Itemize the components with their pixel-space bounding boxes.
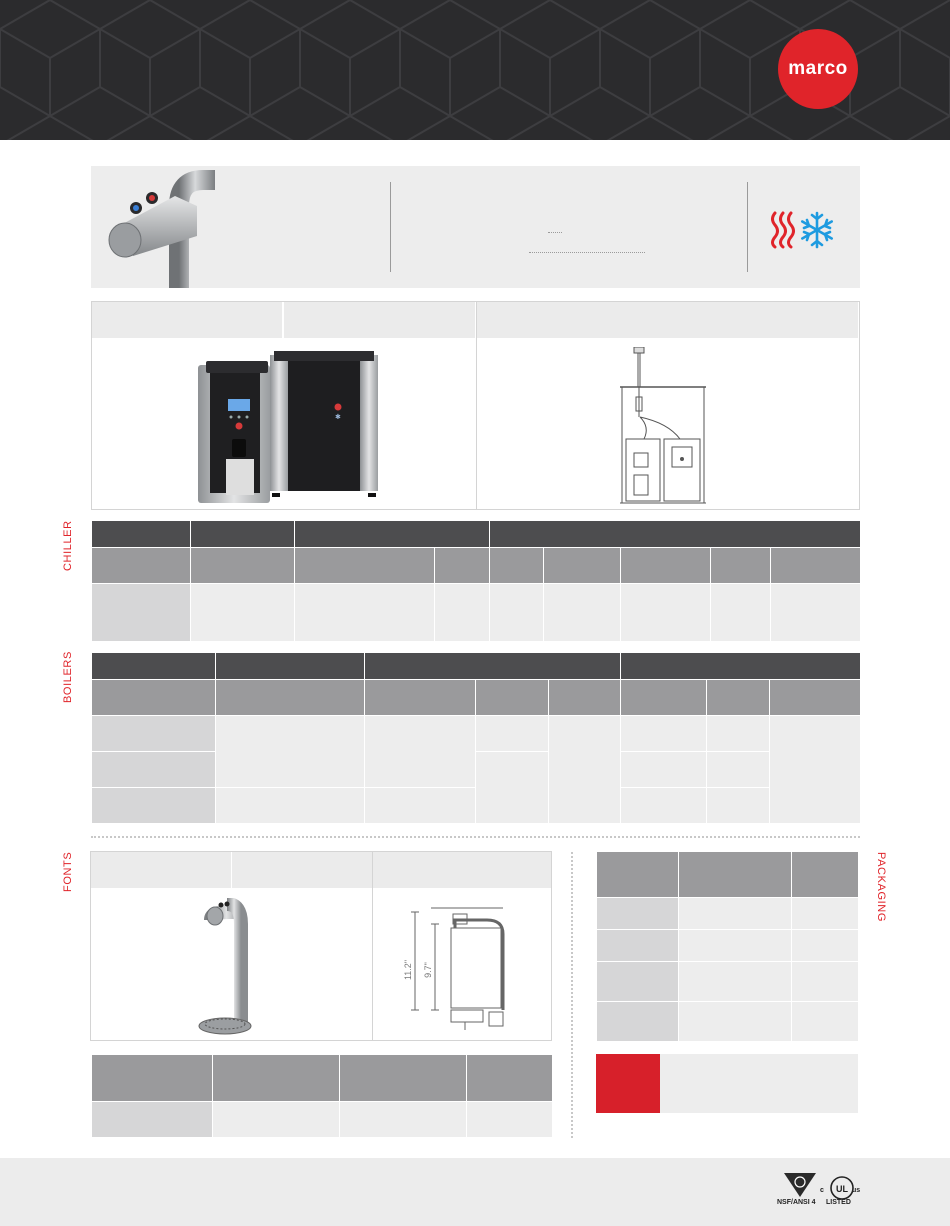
nsf-label: NSF/ANSI 4 — [777, 1199, 816, 1206]
dotted-leader — [529, 252, 645, 253]
chiller-spec-table — [91, 520, 861, 642]
hero-divider — [747, 182, 748, 272]
page-header — [0, 0, 950, 140]
section-label-boilers: BOILERS — [62, 651, 74, 703]
panel-header-cell — [284, 302, 476, 338]
column-divider — [571, 852, 573, 1138]
svg-text:✱: ✱ — [335, 413, 341, 421]
hero-panel — [91, 166, 860, 288]
product-images-panel — [91, 301, 860, 510]
marco-logo: marco — [778, 29, 858, 109]
table-row — [92, 584, 861, 642]
hero-divider — [390, 182, 391, 272]
panel-divider — [372, 852, 373, 1040]
page-footer — [0, 1158, 950, 1226]
accent-block — [596, 1054, 660, 1113]
ul-c-mark: c — [820, 1187, 824, 1194]
table-row — [597, 898, 859, 930]
table-row — [597, 930, 859, 962]
table-header-row — [92, 1055, 553, 1102]
panel-header-cell — [92, 302, 283, 338]
fonts-spec-table — [91, 1054, 553, 1138]
packaging-spec-table — [596, 851, 859, 1042]
section-divider — [91, 836, 860, 838]
table-row — [92, 752, 861, 788]
font-dimension-drawing — [391, 898, 531, 1038]
ul-mark: UL — [836, 1184, 848, 1194]
note-box — [660, 1054, 858, 1113]
nsf-certification-icon — [782, 1171, 818, 1197]
panel-header-cell — [232, 852, 372, 888]
panel-header-cell — [91, 852, 231, 888]
section-label-chiller: CHILLER — [62, 520, 74, 571]
panel-header-cell — [477, 302, 859, 338]
dimension-inner-label: 9.7" — [423, 962, 433, 978]
section-label-packaging: PACKAGING — [875, 852, 887, 922]
table-subheader-row — [92, 548, 861, 584]
table-row — [597, 962, 859, 1002]
ul-listed-label: LISTED — [826, 1199, 851, 1206]
snowflake-icon — [802, 213, 831, 247]
table-header-row — [92, 521, 861, 548]
table-row — [92, 716, 861, 752]
installation-diagram — [620, 347, 720, 507]
boilers-spec-table — [91, 652, 861, 824]
panel-header-cell — [373, 852, 551, 888]
table-subheader-row — [92, 680, 861, 716]
table-header-row — [92, 653, 861, 680]
dotted-leader — [548, 232, 562, 233]
font-tap-image — [197, 898, 317, 1038]
ul-us-mark: us — [852, 1187, 861, 1194]
boiler-chiller-units-image — [192, 347, 392, 507]
section-label-fonts: FONTS — [62, 851, 74, 892]
hot-cold-icons — [767, 210, 837, 250]
table-row — [92, 1102, 553, 1138]
dimension-outer-label: 11.2" — [403, 959, 413, 981]
tap-font-image — [105, 166, 225, 288]
table-header-row — [597, 852, 859, 898]
fonts-images-panel — [90, 851, 552, 1041]
table-row — [597, 1002, 859, 1042]
heat-wave-icon — [773, 213, 794, 247]
panel-divider — [476, 302, 477, 509]
